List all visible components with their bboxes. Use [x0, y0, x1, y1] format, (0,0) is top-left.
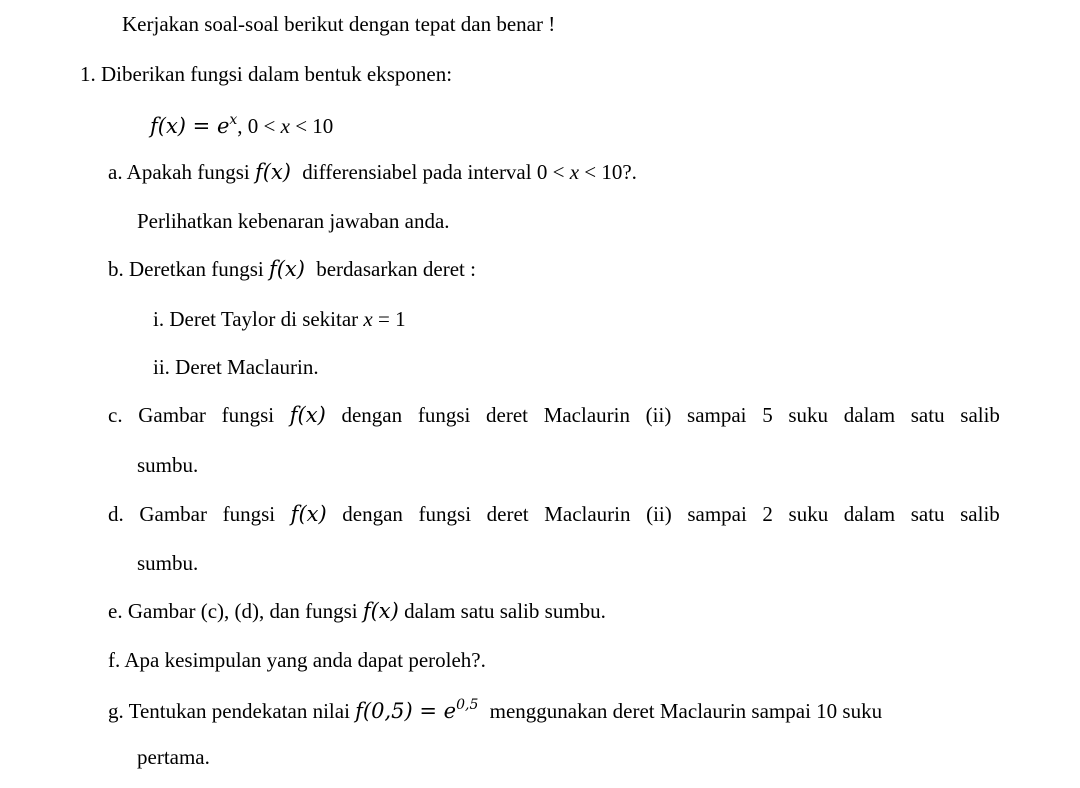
item-f-marker: f. — [108, 648, 121, 672]
item-b-sub-i — [153, 309, 406, 330]
item-d-word: Maclaurin — [544, 502, 631, 526]
item-c-word: salib — [960, 403, 1000, 427]
item-b-sub-i-text: Deret Taylor di sekitar — [169, 307, 364, 331]
formula-lhs: f(x) = e — [150, 114, 230, 138]
item-d-word: satu — [910, 502, 945, 526]
item-d-marker: d. — [108, 502, 124, 526]
item-b-sub-i-var: x — [363, 307, 373, 331]
item-g-post: menggunakan deret Maclaurin sampai 10 suku — [489, 699, 883, 723]
item-d-word: deret — [486, 502, 529, 526]
item-d-word: sampai — [687, 502, 747, 526]
item-f-text: Apa kesimpulan yang anda dapat peroleh?. — [124, 648, 486, 672]
item-d-word: Gambar — [139, 502, 207, 526]
item-d-word: dengan — [342, 502, 403, 526]
item-g-pre: Tentukan pendekatan nilai — [128, 699, 350, 723]
formula-domain-var: x — [280, 114, 290, 138]
item-b-sub-i-post: = 1 — [372, 307, 406, 331]
item-a-var: x — [569, 160, 580, 184]
item-c-marker: c. — [108, 403, 123, 427]
item-c-word: Maclaurin — [543, 403, 630, 427]
item-c-word: satu — [910, 403, 945, 427]
item-d-fx: f(x) — [290, 502, 327, 526]
item-e-pre: Gambar (c), (d), dan fungsi — [127, 599, 358, 623]
item-g-fx: f(0,5) = e — [355, 699, 457, 723]
item-a-mid: differensiabel pada interval 0 < — [302, 160, 570, 184]
item-a-pre: Apakah fungsi — [126, 160, 250, 184]
item-c-word: dalam — [843, 403, 896, 427]
item-c-word: fungsi — [417, 403, 471, 427]
problem-intro — [80, 64, 452, 85]
instruction: Kerjakan soal-soal berikut dengan tepat dan benar ! — [122, 12, 556, 36]
item-a-fx: f(x) — [254, 160, 291, 184]
item-b-sub-ii-marker: ii. — [153, 355, 170, 379]
item-d-word: suku — [788, 502, 829, 526]
item-a-post: < 10?. — [579, 160, 637, 184]
item-e-post: dalam satu salib sumbu. — [404, 599, 606, 623]
item-b-sub-ii-text: Deret Maclaurin. — [175, 355, 319, 379]
item-a-marker: a. — [108, 160, 123, 184]
item-c-word: (ii) — [645, 403, 672, 427]
item-d-word: fungsi — [418, 502, 472, 526]
item-b-post: berdasarkan deret : — [316, 257, 476, 281]
problem-number: 1. — [80, 62, 96, 86]
item-b-sub-i-marker: i. — [153, 307, 165, 331]
item-a-line2: Perlihatkan kebenaran jawaban anda. — [137, 209, 450, 233]
item-b-marker: b. — [108, 257, 124, 281]
item-g-marker: g. — [108, 699, 124, 723]
item-g — [108, 698, 882, 722]
item-d-word: salib — [960, 502, 1000, 526]
item-c-word: deret — [486, 403, 528, 427]
item-c-fx: f(x) — [289, 403, 326, 427]
item-g-line2: pertama. — [137, 745, 210, 769]
item-d — [108, 504, 1000, 525]
item-f — [108, 650, 486, 671]
item-d-word: 2 — [762, 502, 773, 526]
item-b-pre: Deretkan fungsi — [129, 257, 264, 281]
item-d-line2: sumbu. — [137, 551, 199, 575]
item-b — [108, 259, 476, 280]
item-e-fx: f(x) — [362, 599, 399, 623]
item-d-word: dalam — [843, 502, 896, 526]
item-b-fx: f(x) — [268, 257, 305, 281]
item-c-word: sampai — [687, 403, 747, 427]
item-d-word: (ii) — [646, 502, 672, 526]
item-c-word: suku — [788, 403, 829, 427]
item-c-word: 5 — [762, 403, 773, 427]
item-e — [108, 601, 606, 622]
item-a — [108, 162, 637, 183]
item-e-marker: e. — [108, 599, 123, 623]
formula-domain-prefix: , 0 < — [237, 114, 281, 138]
item-b-sub-ii — [153, 357, 319, 378]
formula-exponent: x — [229, 112, 238, 128]
item-c-word: dengan — [341, 403, 403, 427]
item-c-word: Gambar — [138, 403, 206, 427]
item-g-exponent: 0,5 — [456, 697, 479, 713]
item-c — [108, 405, 1000, 426]
problem-intro-text: Diberikan fungsi dalam bentuk eksponen: — [101, 62, 453, 86]
item-c-word: fungsi — [221, 403, 275, 427]
item-d-word: fungsi — [222, 502, 276, 526]
function-formula — [150, 113, 333, 137]
formula-domain-suffix: < 10 — [289, 114, 334, 138]
item-c-line2: sumbu. — [137, 453, 199, 477]
